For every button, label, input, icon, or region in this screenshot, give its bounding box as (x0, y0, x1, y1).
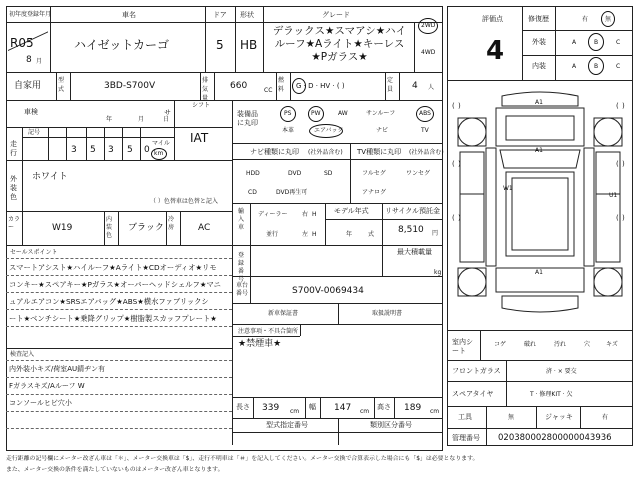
tv-type-note: (社外品含む) (409, 149, 444, 156)
mileage-digit-1: 3 (71, 145, 77, 155)
capacity-label: 定員 (387, 77, 394, 93)
exterior-label: 外装色 (10, 175, 17, 201)
svg-text:(: ( (616, 102, 619, 110)
import-parallel: 並行 (266, 231, 279, 238)
capacity-unit: 人 (428, 84, 435, 91)
front-glass-label: フロントガラス (452, 367, 501, 375)
first-reg-label: 初年度登録年月 (9, 11, 52, 18)
sales-point-line-2: コンキー★スペアキー★Pガラス★オーバーヘッドシェルフ★マニ (9, 280, 221, 289)
front-glass: 済 · × 要交 (546, 368, 577, 375)
class-number-label: 類別区分番号 (370, 421, 412, 429)
month-unit: 月 (36, 58, 43, 65)
grade-text: デラックス★スマアシ★ハイルーフ★Aライト★キーレス★Pガラス★ (272, 25, 407, 63)
grade-label: グレード (322, 11, 350, 19)
score: 4 (486, 36, 505, 66)
import-dealer: ディーラー (258, 211, 288, 218)
mileage-mile: マイル (152, 140, 170, 147)
model-label: 型式 (58, 77, 65, 93)
spare-tire-label: スペアタイヤ (452, 390, 494, 398)
score-label: 評価点 (482, 15, 503, 23)
svg-text:(: ( (616, 160, 619, 168)
svg-text:): ) (622, 214, 625, 222)
mileage-digit-3: 3 (108, 145, 114, 155)
ext-grade-b: B (594, 39, 599, 46)
length-label: 長さ (236, 403, 250, 411)
svg-text:): ) (458, 102, 461, 110)
displacement-label: 排気量 (202, 77, 209, 102)
first-reg-era: R05 (10, 36, 34, 50)
equip-navi: ナビ (376, 127, 389, 134)
mark-a1-top: A1 (535, 99, 543, 106)
equip-airbag: エアバック (314, 127, 344, 134)
height-label: 高さ (377, 403, 391, 411)
mileage-digit-5: 0 (144, 145, 150, 155)
width: 147 (334, 403, 352, 413)
usage: 自家用 (14, 81, 42, 91)
recycle-label: リサイクル預託金 (385, 207, 441, 215)
svg-text:(: ( (452, 102, 455, 110)
new-car-warranty: 新車保証書 (268, 310, 299, 317)
equip-tv: TV (421, 127, 429, 134)
equip-aw: AW (338, 110, 348, 117)
nav-type-label: ナビ種類に丸印 (250, 148, 299, 156)
seat-dirt: 汚れ (554, 341, 567, 348)
chassis-label: 車台番号 (236, 282, 249, 297)
manual: 取扱説明書 (372, 310, 403, 317)
svg-text:(: ( (616, 214, 619, 222)
chassis-number: S700V-0069434 (292, 286, 364, 296)
equipment-label: 装備品に丸印 (237, 110, 258, 127)
footer-line-2: また、メーター交換の条件を満たしていないものはメーター改ざん車となります。 (6, 467, 224, 473)
shift-label: シフト (192, 102, 211, 109)
first-reg-month: 8 (26, 55, 32, 65)
model-year-model: 式 (368, 231, 375, 238)
import-h-right: H (312, 211, 317, 218)
mgmt-number: 020380002800000043936 (498, 433, 612, 443)
doors: 5 (216, 38, 224, 52)
exterior-grade-label: 外装 (532, 38, 546, 46)
tools-label: 工具 (458, 413, 472, 421)
tv-analog: アナログ (362, 189, 387, 196)
int-grade-a: A (572, 63, 577, 70)
capacity: 4 (412, 81, 418, 91)
nav-cd: CD (248, 189, 257, 196)
seat-tear: 破れ (524, 341, 537, 348)
displacement: 660 (230, 81, 248, 91)
equip-sunroof: サンルーフ (366, 110, 396, 117)
import-label: 輸入車 (238, 208, 245, 231)
inspector-label: 検査記入 (10, 351, 35, 358)
nav-sd: SD (324, 170, 333, 177)
equip-pw: PW (311, 110, 321, 117)
jack-label: ジャッキ (545, 413, 573, 421)
interior-color-label: 内装色 (106, 216, 113, 239)
inspection-label: 車検 (24, 108, 38, 116)
svg-text:(: ( (452, 214, 455, 222)
ac: AC (198, 223, 211, 233)
inspection-year: 年 (106, 116, 113, 123)
import-right: 右 (302, 211, 309, 218)
model: 3BD-S700V (104, 81, 156, 91)
max-load-kg: kg (434, 269, 442, 276)
ac-label: 冷房 (168, 216, 175, 231)
seat-scratch: キズ (606, 341, 618, 348)
svg-text:(: ( (452, 160, 455, 168)
interior-color: ブラック (128, 223, 164, 233)
type-designation-label: 型式指定番号 (266, 421, 308, 429)
sales-point-line-4: ート★ベンチシート★乗降グリップ★樹脂製スカッフプレート★ (9, 314, 217, 323)
svg-text:): ) (458, 160, 461, 168)
repair-label: 修復歴 (528, 15, 549, 23)
mileage-digit-4: 5 (127, 145, 133, 155)
ext-grade-a: A (572, 39, 577, 46)
length-cm: cm (290, 408, 300, 415)
mark-w1: W1 (503, 185, 513, 192)
model-year-year: 年 (346, 231, 353, 238)
repair-no: 無 (605, 16, 612, 23)
drive-2wd: 2WD (421, 22, 436, 29)
recycle-yen: 円 (432, 230, 439, 237)
color-code-label: カラー (8, 216, 21, 231)
seat-burn: コゲ (494, 341, 507, 348)
nav-dvd: DVD (288, 170, 302, 177)
inspection-month: 月 (138, 116, 145, 123)
width-cm: cm (360, 408, 370, 415)
interior-seat-label: 室内シート (452, 338, 473, 355)
tv-fullseg: フルセグ (362, 170, 386, 177)
mgmt-label: 管理番号 (452, 434, 480, 442)
car-name: ハイゼットカーゴ (74, 38, 170, 52)
svg-text:): ) (458, 214, 461, 222)
repair-yes: 有 (582, 16, 589, 23)
drive-4wd: 4WD (421, 49, 436, 56)
footer-line-1: 走行距離の記号欄にメーター改ざん車は「＊」、メーター交換車は「$」、走行不明車は「＃」を記入してください。メーター交換で合算表示した場合にも「$」は必要となります。 (6, 456, 479, 462)
mileage-label: 走行 (10, 140, 17, 157)
car-damage-diagram (450, 86, 630, 326)
tools: 無 (508, 414, 515, 421)
fuel-options: G · D · HV · ( ) (296, 82, 345, 90)
import-left: 左 (302, 231, 309, 238)
recycle-amount: 8,510 (398, 225, 424, 235)
jack: 有 (602, 414, 609, 421)
exterior-color: ホワイト (32, 172, 68, 182)
inspector-line-1: 内外装小キズ/荷室AU錆ヂン有 (9, 365, 105, 373)
exterior-note: （ ）色替車は色替と記入 (150, 198, 218, 205)
shift: IAT (190, 131, 209, 145)
svg-text:): ) (622, 102, 625, 110)
sales-point-line-3: ュアルエアコン★SRSエアバッグ★ABS★横水ファブリックシ (9, 297, 209, 306)
mileage-digit-2: 5 (90, 145, 96, 155)
color-code: W19 (52, 223, 73, 233)
sales-point-line-1: スマートアシスト★ハイルーフ★Aライト★CDオーディオ★リモ (9, 263, 217, 272)
mileage-km: km (154, 150, 164, 157)
inspection-day: 日 (163, 116, 170, 123)
svg-text:): ) (622, 160, 625, 168)
equip-leather: 本革 (282, 127, 295, 134)
nav-hdd: HDD (246, 170, 260, 177)
length: 339 (262, 403, 280, 413)
notes-label: 注意事項・不具合箇所 (238, 328, 299, 335)
model-year-label: モデル年式 (334, 207, 369, 215)
mark-u1: U1 (609, 192, 618, 199)
inspector-line-2: Fガラスキズ/Aルーフ W (9, 382, 85, 390)
mark-a1-top2: A1 (535, 147, 543, 154)
cc-unit: CC (264, 87, 273, 94)
nav-type-note: (社外品含む) (308, 149, 343, 156)
import-h-left: H (312, 231, 317, 238)
notes-value: ★禁煙車★ (238, 339, 282, 349)
fuel-label: 燃料 (278, 77, 285, 93)
spare-tire: T · 修理KIT · 欠 (530, 391, 573, 398)
inspector-line-3: コンソールヒビ穴小 (9, 399, 72, 407)
seat-hole: 穴 (584, 341, 591, 348)
equip-ps: PS (284, 110, 292, 117)
shift-note: サ (164, 109, 171, 117)
nav-dvd-play: DVD再生可 (276, 189, 308, 196)
max-load-label: 最大積載量 (397, 248, 432, 256)
mileage-unit-header: 記号 (28, 129, 41, 136)
doors-label: ドア (213, 11, 227, 19)
int-grade-c: C (616, 63, 621, 70)
registration-label: 登録番号 (238, 252, 245, 283)
sales-points-label: セールスポイント (10, 249, 58, 256)
shape: HB (240, 38, 258, 52)
equip-abs: ABS (419, 110, 431, 117)
mark-a1-bottom: A1 (535, 269, 543, 276)
height-cm: cm (430, 408, 440, 415)
car-name-label: 車名 (122, 11, 136, 19)
tv-type-label: TV種類に丸印 (357, 148, 402, 156)
shape-label: 形状 (240, 11, 254, 19)
ext-grade-c: C (616, 39, 621, 46)
tv-oneseg: ワンセグ (406, 170, 431, 177)
width-label: 幅 (309, 403, 316, 411)
int-grade-b: B (594, 63, 599, 70)
height: 189 (404, 403, 422, 413)
interior-grade-label: 内装 (532, 62, 546, 70)
